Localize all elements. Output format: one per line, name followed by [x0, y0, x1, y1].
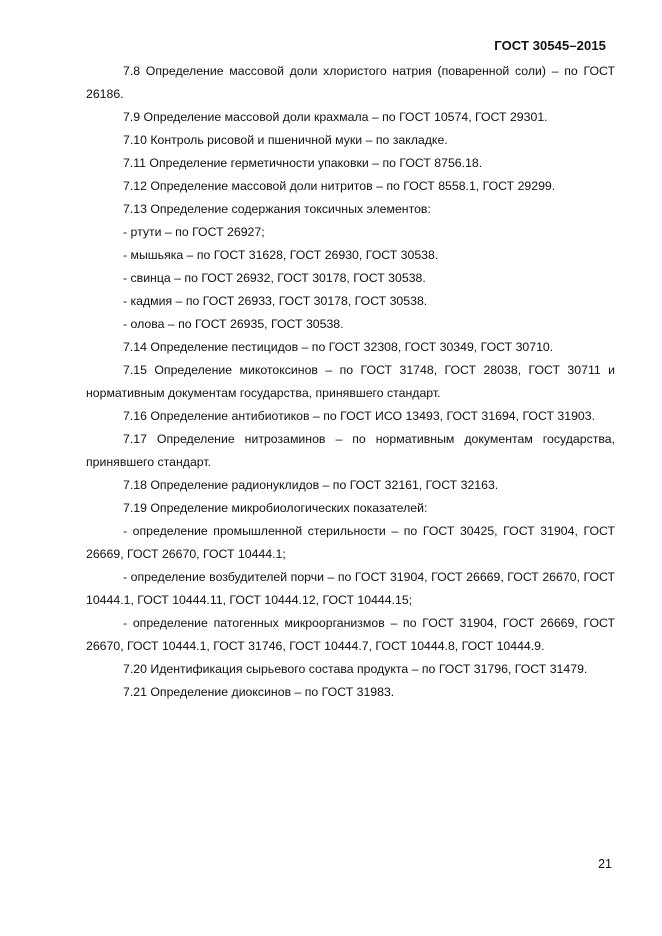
list-item-sterility: - определение промышленной стерильности – по ГОСТ 30425, ГОСТ 31904, ГОСТ 26669, ГОСТ 26670, ГОСТ 10444.1; [86, 524, 615, 561]
document-header: ГОСТ 30545–2015 [494, 38, 606, 53]
list-item-arsenic: - мышьяка – по ГОСТ 31628, ГОСТ 26930, ГОСТ 30538. [123, 248, 439, 262]
paragraph-7-12: 7.12 Определение массовой доли нитритов – по ГОСТ 8558.1, ГОСТ 29299. [123, 179, 556, 193]
paragraph-7-10: 7.10 Контроль рисовой и пшеничной муки – по закладке. [123, 133, 448, 147]
paragraph-7-8: 7.8 Определение массовой доли хлористого натрия (поваренной соли) – по ГОСТ 26186. [86, 64, 615, 101]
paragraph-7-9: 7.9 Определение массовой доли крахмала – по ГОСТ 10574, ГОСТ 29301. [123, 110, 548, 124]
page-number: 21 [598, 857, 612, 871]
list-item-tin: - олова – по ГОСТ 26935, ГОСТ 30538. [123, 317, 344, 331]
list-item-spoilage: - определение возбудителей порчи – по ГОСТ 31904, ГОСТ 26669, ГОСТ 26670, ГОСТ 10444.1, ГОСТ 10444.11, ГОСТ 10444.12, ГОСТ 10444.15; [86, 570, 615, 607]
paragraph-7-13: 7.13 Определение содержания токсичных элементов: [123, 202, 431, 216]
document-body [86, 60, 615, 704]
list-item-cadmium: - кадмия – по ГОСТ 26933, ГОСТ 30178, ГОСТ 30538. [123, 294, 428, 308]
list-item-pathogens: - определение патогенных микроорганизмов – по ГОСТ 31904, ГОСТ 26669, ГОСТ 26670, ГОСТ 10444.1, ГОСТ 31746, ГОСТ 10444.7, ГОСТ 10444.8, ГОСТ 10444.9. [86, 616, 615, 653]
paragraph-7-20: 7.20 Идентификация сырьевого состава продукта – по ГОСТ 31796, ГОСТ 31479. [123, 662, 588, 676]
paragraph-7-18: 7.18 Определение радионуклидов – по ГОСТ 32161, ГОСТ 32163. [123, 478, 499, 492]
paragraph-7-16: 7.16 Определение антибиотиков – по ГОСТ ИСО 13493, ГОСТ 31694, ГОСТ 31903. [123, 409, 596, 423]
paragraph-7-17: 7.17 Определение нитрозаминов – по нормативным документам государства, принявшего стандарт. [86, 432, 615, 469]
paragraph-7-14: 7.14 Определение пестицидов – по ГОСТ 32308, ГОСТ 30349, ГОСТ 30710. [123, 340, 554, 354]
paragraph-7-11: 7.11 Определение герметичности упаковки – по ГОСТ 8756.18. [123, 156, 483, 170]
paragraph-7-19: 7.19 Определение микробиологических показателей: [123, 501, 428, 515]
list-item-mercury: - ртути – по ГОСТ 26927; [123, 225, 265, 239]
paragraph-7-21: 7.21 Определение диоксинов – по ГОСТ 31983. [123, 685, 395, 699]
list-item-lead: - свинца – по ГОСТ 26932, ГОСТ 30178, ГОСТ 30538. [123, 271, 426, 285]
paragraph-7-15: 7.15 Определение микотоксинов – по ГОСТ 31748, ГОСТ 28038, ГОСТ 30711 и нормативным документам государства, принявшего стандарт. [86, 363, 615, 400]
